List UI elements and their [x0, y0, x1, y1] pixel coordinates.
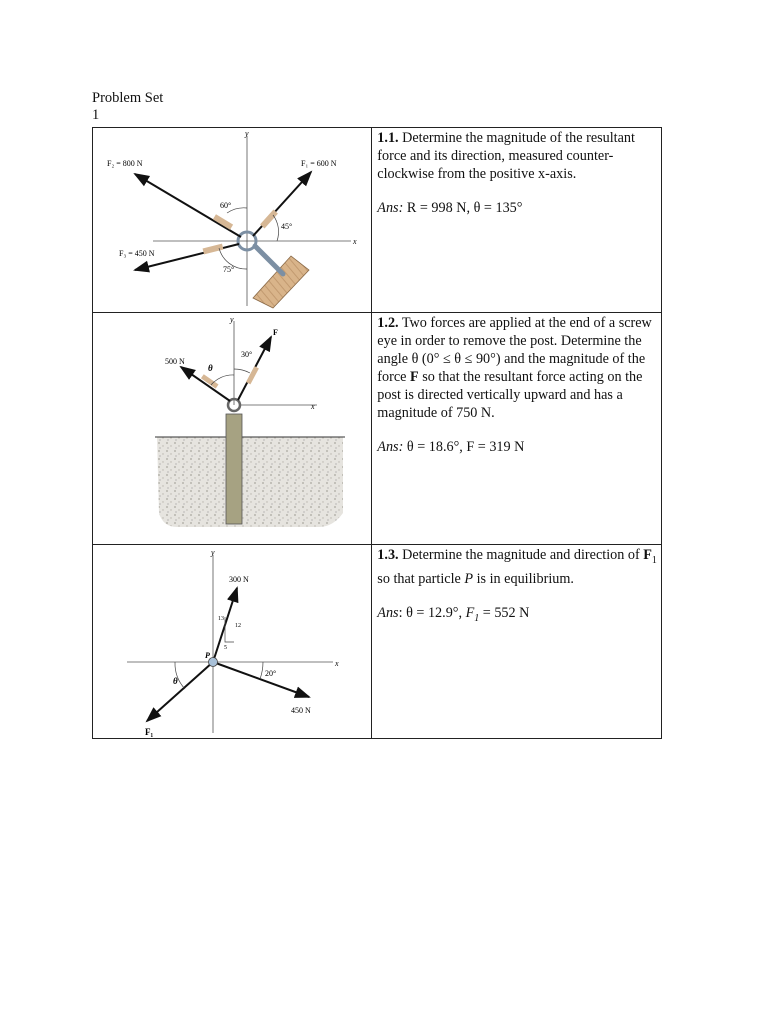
problem-1-body: Determine the magnitude of the resultant force and its direction, measured counter-clockwise from the positive x-axis. — [377, 130, 635, 182]
problem-2-bold-f: F — [409, 369, 419, 385]
problem-row-2 — [93, 313, 662, 545]
problem-3-bold-f: F — [643, 547, 652, 563]
problem-3-answer — [377, 604, 657, 628]
y-axis-label: y — [245, 129, 249, 138]
label-f1: F₁ — [145, 727, 154, 737]
problem-2-ans-label: Ans: — [377, 439, 404, 455]
label-45: 45° — [281, 222, 293, 231]
problem-3-italic-p: P — [464, 570, 474, 587]
problem-table — [92, 127, 662, 739]
turnbuckle-f — [246, 366, 259, 384]
problem-row-1 — [93, 128, 662, 313]
figure-1-1 — [93, 128, 377, 312]
problem-3-body-a: Determine the magnitude and direction of — [398, 547, 644, 563]
problem-1-answer — [377, 199, 657, 217]
label-theta: θ — [208, 363, 213, 373]
problem-2-body-cont: so that the resultant force acting on the post is directed vertically upward and has a magnitude of 750 N. — [377, 369, 643, 421]
problem-3-ans-sub: 1 — [474, 612, 480, 624]
label-75: 75° — [223, 265, 235, 274]
problem-2-text — [377, 314, 657, 422]
problem-3-sub: 1 — [651, 554, 657, 566]
figure-cell-2 — [93, 313, 372, 545]
label-p: P — [205, 651, 210, 660]
wood-support — [253, 256, 309, 308]
y-axis-label: y — [230, 315, 234, 324]
figure-cell-1 — [93, 128, 372, 313]
problem-2-answer — [377, 438, 657, 456]
problem-2-body: Two forces are applied at the end of a screw eye in order to remove the post. Determine the angle θ (0° ≤ θ ≤ 90°) and the magnitude of the force — [377, 315, 652, 385]
arc-30 — [234, 369, 250, 373]
arc-20 — [260, 662, 263, 679]
label-500n: 500 N — [165, 357, 185, 366]
problem-3-ans-var: F — [465, 604, 475, 621]
force-f1-arrow — [147, 662, 213, 721]
problem-row-3 — [93, 545, 662, 739]
problem-1-number: 1.1. — [377, 130, 399, 146]
problem-1-text — [377, 129, 657, 183]
post — [226, 414, 242, 524]
x-axis-label: x — [335, 659, 339, 668]
problem-3-text — [377, 546, 657, 588]
label-5: 5 — [224, 645, 227, 651]
arc-45 — [273, 215, 279, 241]
label-30: 30° — [241, 350, 253, 359]
label-13: 13 — [218, 616, 224, 622]
label-60: 60° — [220, 201, 232, 210]
label-450n: 450 N — [291, 706, 311, 715]
problem-3-ans-label: Ans — [377, 604, 399, 621]
problem-1-ans-value: R = 998 N, θ = 135° — [403, 200, 523, 216]
label-20: 20° — [265, 669, 277, 678]
y-axis-label: y — [211, 548, 215, 557]
figure-1-3 — [93, 545, 377, 738]
figure-1-2 — [93, 313, 377, 544]
label-f: F — [273, 328, 278, 337]
problem-3-number: 1.3. — [377, 547, 399, 563]
screw-eye-shank — [255, 246, 283, 274]
x-axis-label: x — [311, 402, 315, 411]
problem-3-body-c: is in equilibrium. — [473, 570, 574, 587]
problem-set-number: 1 — [92, 107, 100, 123]
label-f1: F₁ = 600 N — [301, 159, 337, 168]
problem-2-ans-value: θ = 18.6°, F = 319 N — [403, 439, 525, 455]
text-cell-3 — [372, 545, 662, 739]
problem-3-ans-a: : θ = 12.9°, — [398, 604, 466, 621]
problem-3-body-b: so that particle — [377, 570, 465, 587]
label-300n: 300 N — [229, 575, 249, 584]
problem-set-title: Problem Set — [92, 90, 164, 106]
page-heading — [92, 90, 163, 124]
problem-2-number: 1.2. — [377, 315, 399, 331]
label-f3: F₃ = 450 N — [119, 249, 155, 258]
text-cell-1 — [372, 128, 662, 313]
problem-3-ans-b: = 552 N — [479, 604, 530, 621]
figure-cell-3 — [93, 545, 372, 739]
ground — [157, 437, 343, 527]
force-450-arrow — [213, 662, 309, 697]
problem-1-ans-label: Ans: — [377, 200, 404, 216]
label-12: 12 — [235, 623, 241, 629]
label-f2: F₂ = 800 N — [107, 159, 143, 168]
x-axis-label: x — [353, 237, 357, 246]
label-theta: θ — [173, 676, 178, 686]
text-cell-2 — [372, 313, 662, 545]
force-500-arrow — [181, 367, 230, 401]
